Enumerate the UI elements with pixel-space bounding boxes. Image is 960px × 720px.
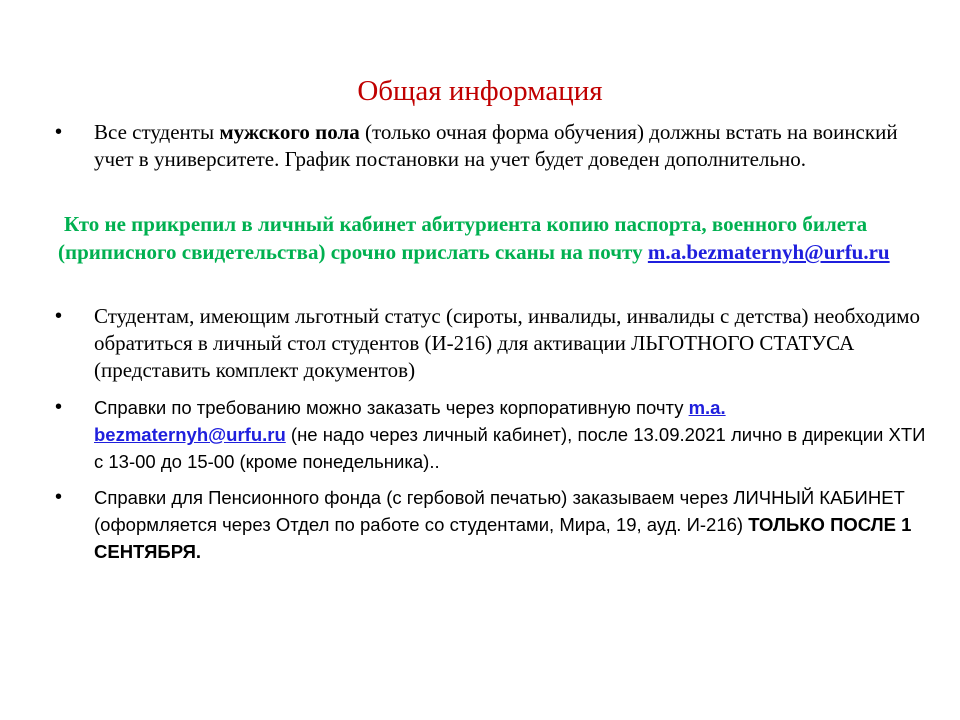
text-segment: Все студенты — [94, 120, 220, 144]
list-item-text — [94, 119, 930, 173]
emphasis-text: ТОЛЬКО ПОСЛЕ 1 СЕНТЯБРЯ. — [94, 514, 912, 562]
list-item-benefit-status — [55, 303, 935, 384]
list-item-pension-fund — [55, 484, 935, 565]
bullet-icon: • — [55, 121, 63, 143]
emphasis-text: мужского пола — [219, 120, 360, 144]
list-item-text: Студентам, имеющим льготный статус (сироты, инвалиды, инвалиды с детства) необходимо обратиться в личный стол студентов (И-216) для активации ЛЬГОТНОГО СТАТУСА (представить комплект документов) — [94, 304, 921, 382]
notice-text: Кто не прикрепил в личный кабинет абитуриента копию паспорта, военного билета (приписного свидетельства) срочно прислать сканы на почту — [58, 212, 868, 264]
list-item-certificates — [55, 394, 935, 475]
list-item-text — [94, 484, 930, 565]
email-link-part1[interactable]: m.a. — [688, 397, 726, 418]
bullet-icon: • — [55, 486, 63, 508]
scan-notice — [58, 210, 918, 266]
text-segment: (только очная форма обучения) должны встать на воинский учет в университете. График постановки на учет будет доведен дополнительно. — [94, 120, 898, 171]
bullet-icon: • — [55, 396, 63, 418]
text-segment: Справки по требованию можно заказать через корпоративную почту — [94, 397, 689, 418]
email-link[interactable]: m.a.bezmaternyh@urfu.ru — [647, 240, 890, 264]
text-segment: Справки для Пенсионного фонда (с гербовой печатью) заказываем через ЛИЧНЫЙ КАБИНЕТ (оформляется через Отдел по работе со студентами, Мира, 19, ауд. И-216) — [94, 487, 905, 535]
text-segment: (не надо через личный кабинет), после 13.09.2021 лично в дирекции ХТИ с 13-00 до 15-00 (кроме понедельника).. — [94, 424, 926, 472]
slide-title: Общая информация — [357, 75, 603, 107]
email-link-part2[interactable]: bezmaternyh@urfu.ru — [94, 424, 286, 445]
list-item-military-registration — [55, 119, 935, 173]
list-item-text — [94, 394, 930, 475]
bullet-icon: • — [55, 305, 63, 327]
